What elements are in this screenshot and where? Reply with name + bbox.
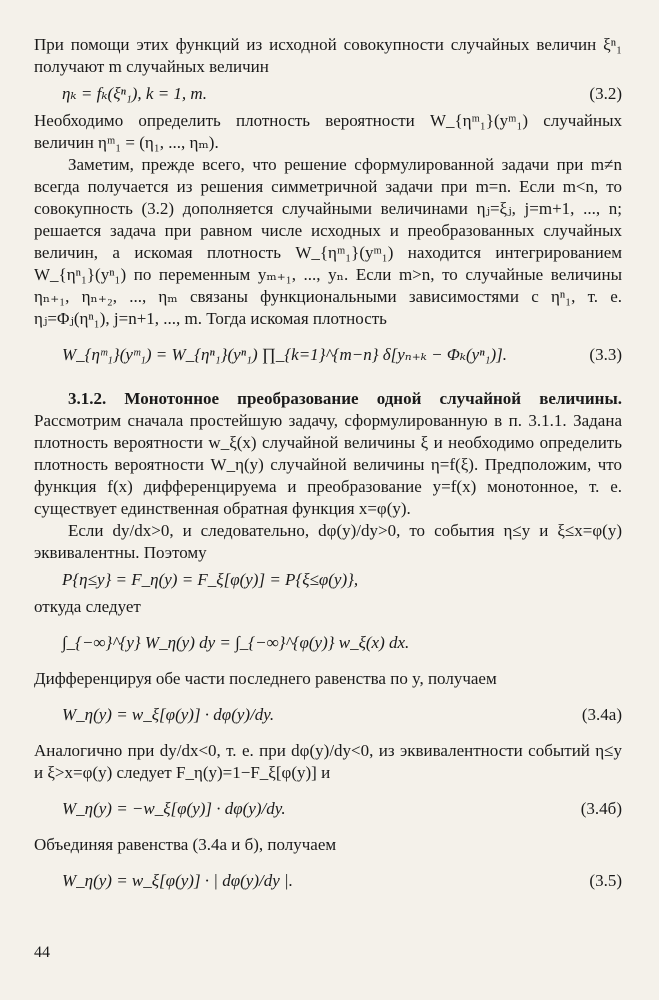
equation-probability	[34, 564, 622, 596]
paragraph-events: Если dy/dx>0, и следовательно, dφ(y)/dy>0, то события η≤y и ξ≤x=φ(y) эквивалентны. Поэтому	[34, 521, 622, 562]
equation-number: (3.3)	[589, 345, 622, 364]
equation-3-4a	[34, 690, 622, 740]
equation-3-5	[34, 856, 622, 906]
paragraph-combine: Объединяя равенства (3.4а и б), получаем	[34, 835, 337, 854]
equation-body: W_η(y) = w_ξ[φ(y)] · | dφ(y)/dy |.	[62, 871, 293, 890]
equation-number: (3.2)	[589, 84, 622, 103]
equation-number: (3.4а)	[581, 705, 622, 724]
section-heading: 3.1.2. Монотонное преобразование одной случайной величины.	[68, 389, 622, 408]
equation-body: W_η(y) = −w_ξ[φ(y)] · dφ(y)/dy.	[62, 799, 286, 818]
equation-body: W_η(y) = w_ξ[φ(y)] · dφ(y)/dy.	[62, 705, 275, 724]
equation-body: ∫_{−∞}^{y} W_η(y) dy = ∫_{−∞}^{φ(y)} w_ξ(x) dx.	[62, 633, 410, 652]
paragraph-intro: При помощи этих функций из исходной совокупности случайных величин ξⁿ₁ получают m случайных величин	[34, 35, 622, 76]
equation-number: (3.4б)	[580, 799, 622, 818]
paragraph-follows: откуда следует	[34, 597, 141, 616]
equation-3-4b	[34, 784, 622, 834]
paragraph-remark: Заметим, прежде всего, что решение сформулированной задачи при m≠n всегда получается из решения симметричной задачи при m=n. Если m<n, то совокупность (3.2) дополняется случайными величинами ηⱼ=ξⱼ, j=m+1, ..., n; решается задача при равном числе исходных и преобразованных случайных величин, а искомая плотность W_{ηᵐ₁}(yᵐ₁) находится интегрированием W_{ηⁿ₁}(yⁿ₁) по переменным yₘ₊₁, ..., yₙ. Если m>n, то случайные величины ηₙ₊₁, ηₙ₊₂, ..., ηₘ связаны функциональными зависимостями с ηⁿ₁, т. е. ηⱼ=Φⱼ(ηⁿ₁), j=n+1, ..., m. Тогда искомая плотность	[34, 155, 622, 328]
paragraph-density: Необходимо определить плотность вероятности W_{ηᵐ₁}(yᵐ₁) случайных величин ηᵐ₁ = (η₁, ..., ηₘ).	[34, 111, 622, 152]
page-body	[34, 34, 622, 906]
section-heading-paragraph	[34, 388, 622, 520]
page-number: 44	[34, 944, 50, 961]
equation-3-2	[34, 78, 622, 110]
equation-number: (3.5)	[589, 871, 622, 890]
paragraph-differentiate: Дифференцируя обе части последнего равенства по y, получаем	[34, 669, 497, 688]
equation-integral	[34, 618, 622, 668]
equation-body: P{η≤y} = F_η(y) = F_ξ[φ(y)] = P{ξ≤φ(y)},	[62, 570, 359, 589]
section-text: Рассмотрим сначала простейшую задачу, сформулированную в п. 3.1.1. Задана плотность вероятности w_ξ(x) случайной величины ξ и необходимо определить плотность вероятности W_η(y) случайной величины η=f(ξ). Предположим, что функция f(x) дифференцируема и преобразование y=f(x) монотонное, т. е. существует единственная обратная функция x=φ(y).	[34, 411, 622, 518]
equation-body: W_{ηᵐ₁}(yᵐ₁) = W_{ηⁿ₁}(yⁿ₁) ∏_{k=1}^{m−n} δ[yₙ₊ₖ − Φₖ(yⁿ₁)].	[62, 345, 507, 364]
paragraph-analog: Аналогично при dy/dx<0, т. е. при dφ(y)/dy<0, из эквивалентности событий η≤y и ξ>x=φ(y) следует F_η(y)=1−F_ξ[φ(y)] и	[34, 741, 622, 782]
equation-3-3	[34, 330, 622, 380]
equation-body: ηₖ = fₖ(ξⁿ₁), k = 1, m.	[62, 84, 207, 103]
